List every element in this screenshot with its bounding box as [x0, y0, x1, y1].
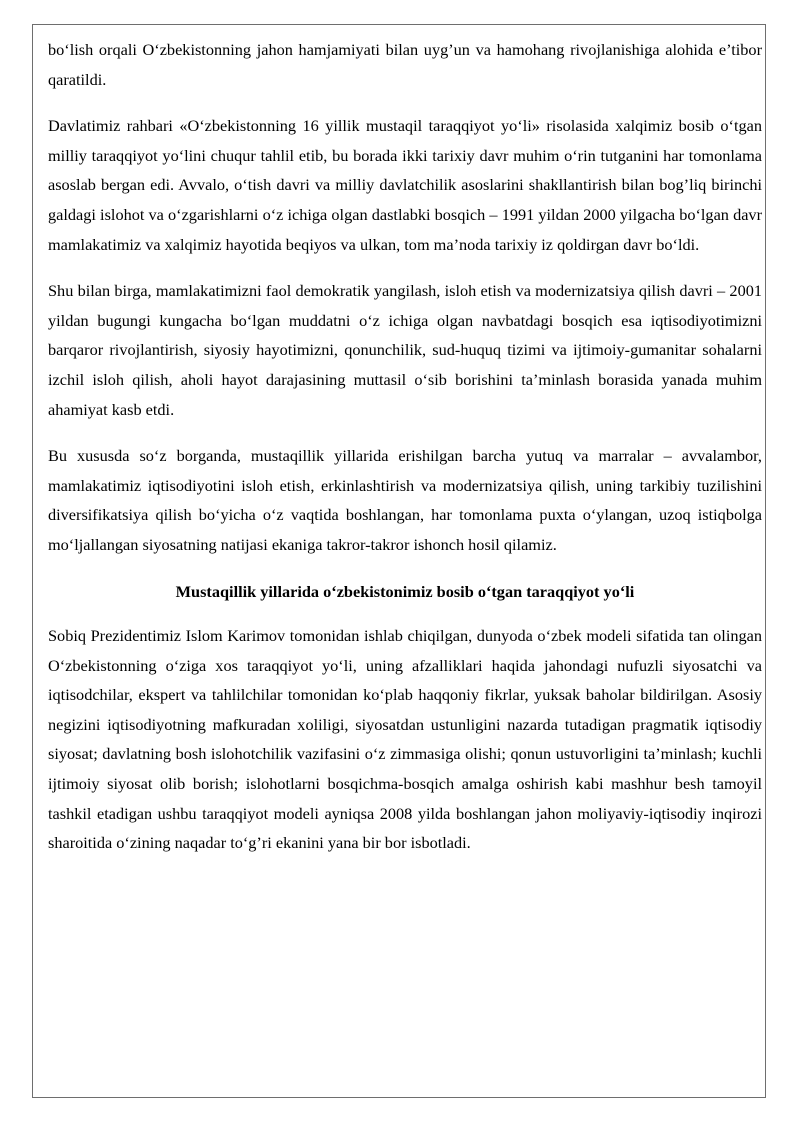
paragraph: Shu bilan birga, mamlakatimizni faol demokratik yangilash, isloh etish va modernizatsiya qilish davri – 2001 yildan bugungi kungacha bo‘lgan muddatni o‘z ichiga olgan navbatdagi bosqich esa iqtisodiyotimizni barqaror rivojlantirish, siyosiy hayotimizni, qonunchilik, sud-huquq tizimi va ijtimoiy-gumanitar sohalarni izchil isloh qilish, aholi hayot darajasining muttasil o‘sib borishini ta’minlash borasida yanada muhim ahamiyat kasb etdi.	[48, 281, 762, 419]
paragraph: Bu xususda so‘z borganda, mustaqillik yillarida erishilgan barcha yutuq va marralar – avvalambor, mamlakatimiz iqtisodiyotini isloh etish, erkinlashtirish va modernizatsiya qilish, uning tarkibiy tuzilishini diversifikatsiya qilish bo‘yicha o‘z vaqtida boshlangan, har tomonlama puxta o‘ylangan, uzoq istiqbolga mo‘ljallangan siyosatning natijasi ekaniga takror-takror ishonch hosil qilamiz.	[48, 446, 762, 554]
paragraph: Sobiq Prezidentimiz Islom Karimov tomonidan ishlab chiqilgan, dunyoda o‘zbek modeli sifatida tan olingan O‘zbekistonning o‘ziga xos taraqqiyot yo‘li, uning afzalliklari haqida jahondagi nufuzli siyosatchi va iqtisodchilar, ekspert va tahlilchilar tomonidan ko‘plab haqqoniy fikrlar, yuksak baholar bildirilgan. Asosiy negizini iqtisodiyotning mafkuradan xoliligi, siyosatdan ustunligini nazarda tutadigan pragmatik iqtisodiy siyosat; davlatning bosh islohotchilik vazifasini o‘z zimmasiga olishi; qonun ustuvorligini ta’minlash; kuchli ijtimoiy siyosat olib borish; islohotlarni bosqichma-bosqich amalga oshirish kabi mashhur besh tamoyil tashkil etadigan ushbu taraqqiyot modeli ayniqsa 2008 yilda boshlangan jahon moliyaviy-iqtisodiy inqirozi sharoitida o‘zining naqadar to‘g’ri ekanini yana bir bor isbotladi.	[48, 626, 762, 853]
paragraph: Davlatimiz rahbari «O‘zbekistonning 16 yillik mustaqil taraqqiyot yo‘li» risolasida xalqimiz bosib o‘tgan milliy taraqqiyot yo‘lini chuqur tahlil etib, bu borada ikki tarixiy davr muhim o‘rin tutganini har tomonlama asoslab bergan edi. Avvalo, o‘tish davri va milliy davlatchilik asoslarini shakllantirish bilan bog’liq birinchi galdagi islohot va o‘zgarishlarni o‘z ichiga olgan dastlabki bosqich – 1991 yildan 2000 yilgacha bo‘lgan davr mamlakatimiz va xalqimiz hayotida beqiyos va ulkan, tom ma’noda tarixiy iz qoldirgan davr bo‘ldi.	[48, 116, 762, 254]
paragraph: bo‘lish orqali O‘zbekistonning jahon hamjamiyati bilan uyg’un va hamohang rivojlanishiga alohida e’tibor qaratildi.	[48, 40, 762, 89]
section-heading: Mustaqillik yillarida o‘zbekistonimiz bosib o‘tgan taraqqiyot yo‘li	[175, 581, 635, 601]
document-body	[48, 35, 762, 875]
